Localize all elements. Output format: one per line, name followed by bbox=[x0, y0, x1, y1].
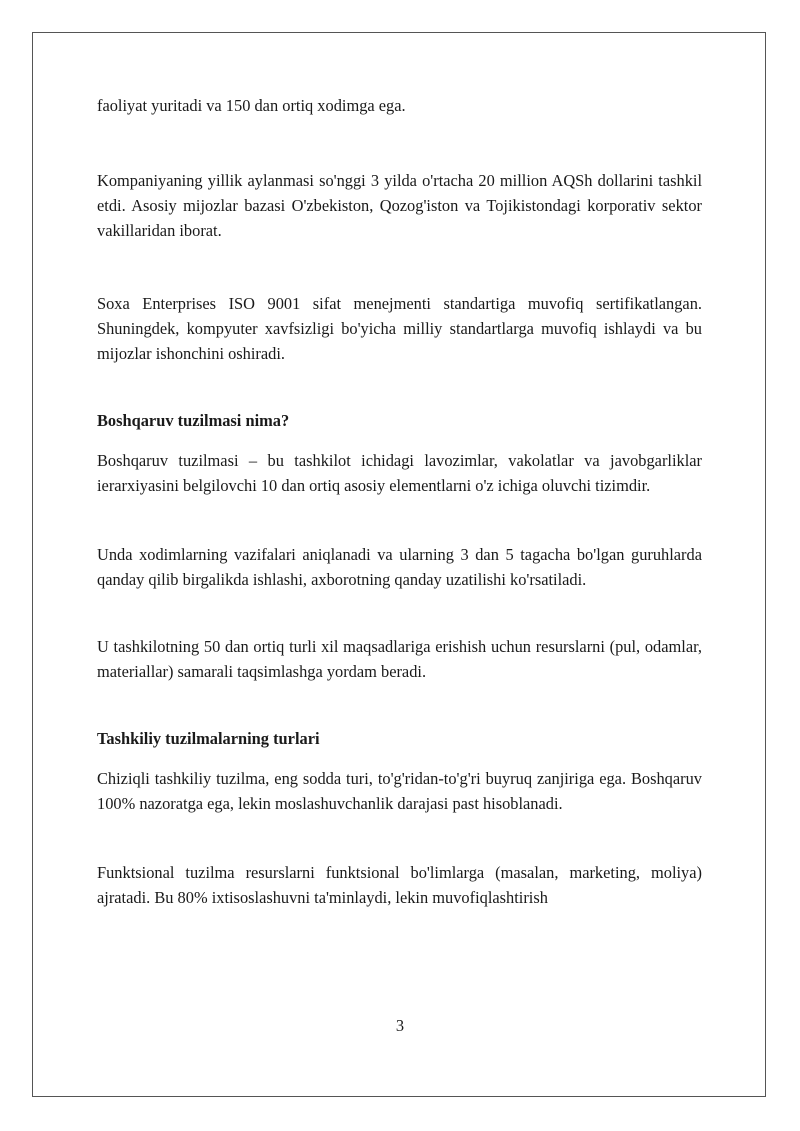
paragraph-structure-definition: Boshqaruv tuzilmasi – bu tashkilot ichidagi lavozimlar, vakolatlar va javobgarliklar ierarxiyasini belgilovchi 10 dan ortiq asosiy elementlarni o'z ichiga oluvchi tizimdir. bbox=[97, 451, 702, 495]
paragraph-linear-structure: Chiziqli tashkiliy tuzilma, eng sodda turi, to'g'ridan-to'g'ri buyruq zanjiriga ega. Boshqaruv 100% nazoratga ega, lekin moslashuvchanlik darajasi past hisoblanadi. bbox=[97, 769, 702, 813]
paragraph-annual-turnover: Kompaniyaning yillik aylanmasi so'nggi 3 yilda o'rtacha 20 million AQSh dollarini tashkil etdi. Asosiy mijozlar bazasi O'zbekiston, Qozog'iston va Tojikistondagi korporativ sektor vakillaridan iborat. bbox=[97, 171, 702, 240]
paragraph-company-staff: faoliyat yuritadi va 150 dan ortiq xodimga ega. bbox=[97, 96, 406, 115]
paragraph-employee-duties: Unda xodimlarning vazifalari aniqlanadi va ularning 3 dan 5 tagacha bo'lgan guruhlarda qanday qilib birgalikda ishlashi, axborotning qanday uzatilishi ko'rsatiladi. bbox=[97, 545, 702, 589]
paragraph-functional-structure: Funktsional tuzilma resurslarni funktsional bo'limlarga (masalan, marketing, moliya) ajratadi. Bu 80% ixtisoslashuvni ta'minlaydi, lekin muvofiqlashtirish bbox=[97, 863, 702, 907]
paragraph-iso-certification: Soxa Enterprises ISO 9001 sifat menejmenti standartiga muvofiq sertifikatlangan. Shuningdek, kompyuter xavfsizligi bo'yicha milliy standartlarga muvofiq ishlaydi va bu mijozlar ishonchini oshiradi. bbox=[97, 294, 702, 363]
heading-management-structure: Boshqaruv tuzilmasi nima? bbox=[97, 411, 290, 430]
paragraph-resource-allocation: U tashkilotning 50 dan ortiq turli xil maqsadlariga erishish uchun resurslarni (pul, odamlar, materiallar) samarali taqsimlashga yordam beradi. bbox=[97, 637, 702, 681]
page-number: 3 bbox=[395, 1016, 405, 1035]
document-body bbox=[97, 93, 702, 910]
heading-structure-types: Tashkiliy tuzilmalarning turlari bbox=[97, 729, 320, 748]
